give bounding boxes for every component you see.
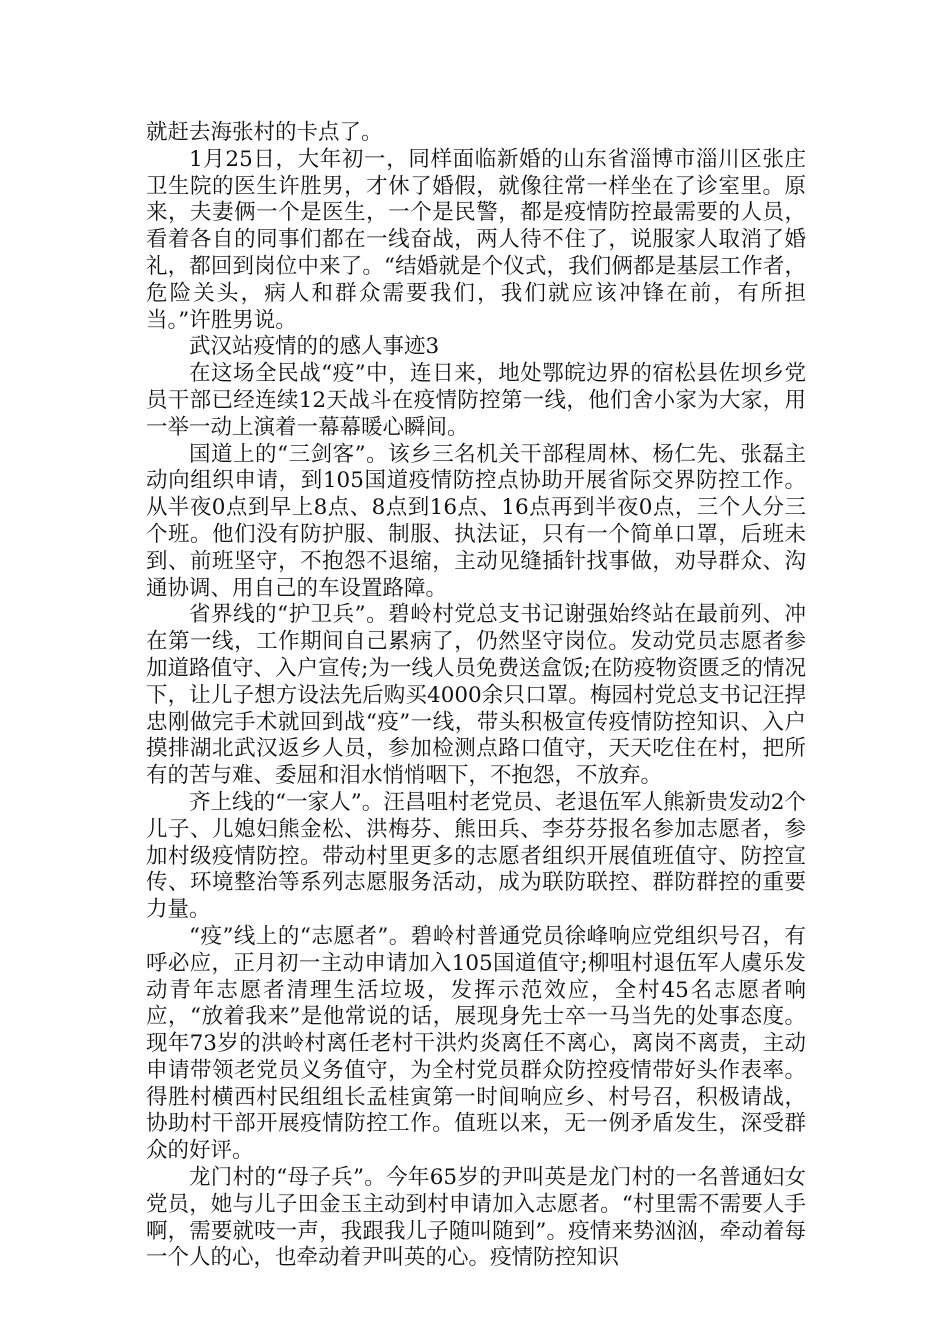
paragraph-continuation: 就赶去海张村的卡点了。 [146, 120, 383, 145]
paragraph-volunteers: “疫”线上的“志愿者”。碧岭村普通党员徐峰响应党组织号召，有呼必应，正月初一主动申请加入105国道值守;柳咀村退伍军人虞乐发动青年志愿者清理生活垃圾，发挥示范效应，全村45名志愿者响应，“放着我来”是他常说的话，展现身先士卒一马当先的处事态度。现年73岁的洪岭村离任老村干洪灼炎离任不离心，离岗不离责，主动申请带领老党员义务值守，为全村党员群众防控疫情带好头作表率。得胜村横西村民组组长孟桂寅第一时间响应乡、村号召，积极请战，协助村干部开展疫情防控工作。值班以来，无一例矛盾发生，深受群众的好评。 [146, 923, 806, 1164]
paragraph-intro-zuoba: 在这场全民战“疫”中，连日来，地处鄂皖边界的宿松县佐坝乡党员干部已经连续12天战斗在疫情防控第一线，他们舍小家为大家，用一举一动上演着一幕幕暖心瞬间。 [146, 361, 806, 440]
document-page [146, 120, 806, 1272]
paragraph-three-musketeers: 国道上的“三剑客”。该乡三名机关干部程周林、杨仁先、张磊主动向组织申请，到105国道疫情防控点协助开展省际交界防控工作。从半夜0点到早上8点、8点到16点、16点再到半夜0点，三个人分三个班。他们没有防护服、制服、执法证，只有一个简单口罩，后班未到、前班坚守，不抱怨不退缩，主动见缝插针找事做，劝导群众、沟通协调、用自己的车设置路障。 [146, 441, 806, 601]
paragraph-one-family: 齐上线的“一家人”。汪昌咀村老党员、老退伍军人熊新贵发动2个儿子、儿媳妇熊金松、洪梅芬、熊田兵、李芬芬报名参加志愿者，参加村级疫情防控。带动村里更多的志愿者组织开展值班值守、防控宣传、环境整治等系列志愿服务活动，成为联防联控、群防群控的重要力量。 [146, 789, 806, 923]
paragraph-xu-shengnan: 1月25日，大年初一，同样面临新婚的山东省淄博市淄川区张庄卫生院的医生许胜男，才休了婚假，就像往常一样坐在了诊室里。原来，夫妻俩一个是医生，一个是民警，都是疫情防控最需要的人员，看着各自的同事们都在一线奋战，两人待不住了，说服家人取消了婚礼，都回到岗位中来了。“结婚就是个仪式，我们俩都是基层工作者，危险关头，病人和群众需要我们，我们就应该冲锋在前，有所担当。”许胜男说。 [146, 146, 806, 333]
paragraph-border-guards: 省界线的“护卫兵”。碧岭村党总支书记谢强始终站在最前列、冲在第一线，工作期间自己累病了，仍然坚守岗位。发动党员志愿者参加道路值守、入户宣传;为一线人员免费送盒饭;在防疫物资匮乏的情况下，让儿子想方设法先后购买4000余只口罩。梅园村党总支书记汪捍忠刚做完手术就回到战“疫”一线，带头积极宣传疫情防控知识、入户摸排湖北武汉返乡人员，参加检测点路口值守，天天吃住在村，把所有的苦与难、委屈和泪水悄悄咽下，不抱怨，不放弃。 [146, 602, 806, 789]
section-heading: 武汉站疫情的的感人事迹3 [189, 334, 440, 360]
paragraph-mother-son: 龙门村的“母子兵”。今年65岁的尹叫英是龙门村的一名普通妇女党员，她与儿子田金玉主动到村申请加入志愿者。“村里需不需要人手啊，需要就吱一声，我跟我儿子随叫随到”。疫情来势汹汹，牵动着每一个人的心，也牵动着尹叫英的心。疫情防控知识 [146, 1165, 806, 1271]
